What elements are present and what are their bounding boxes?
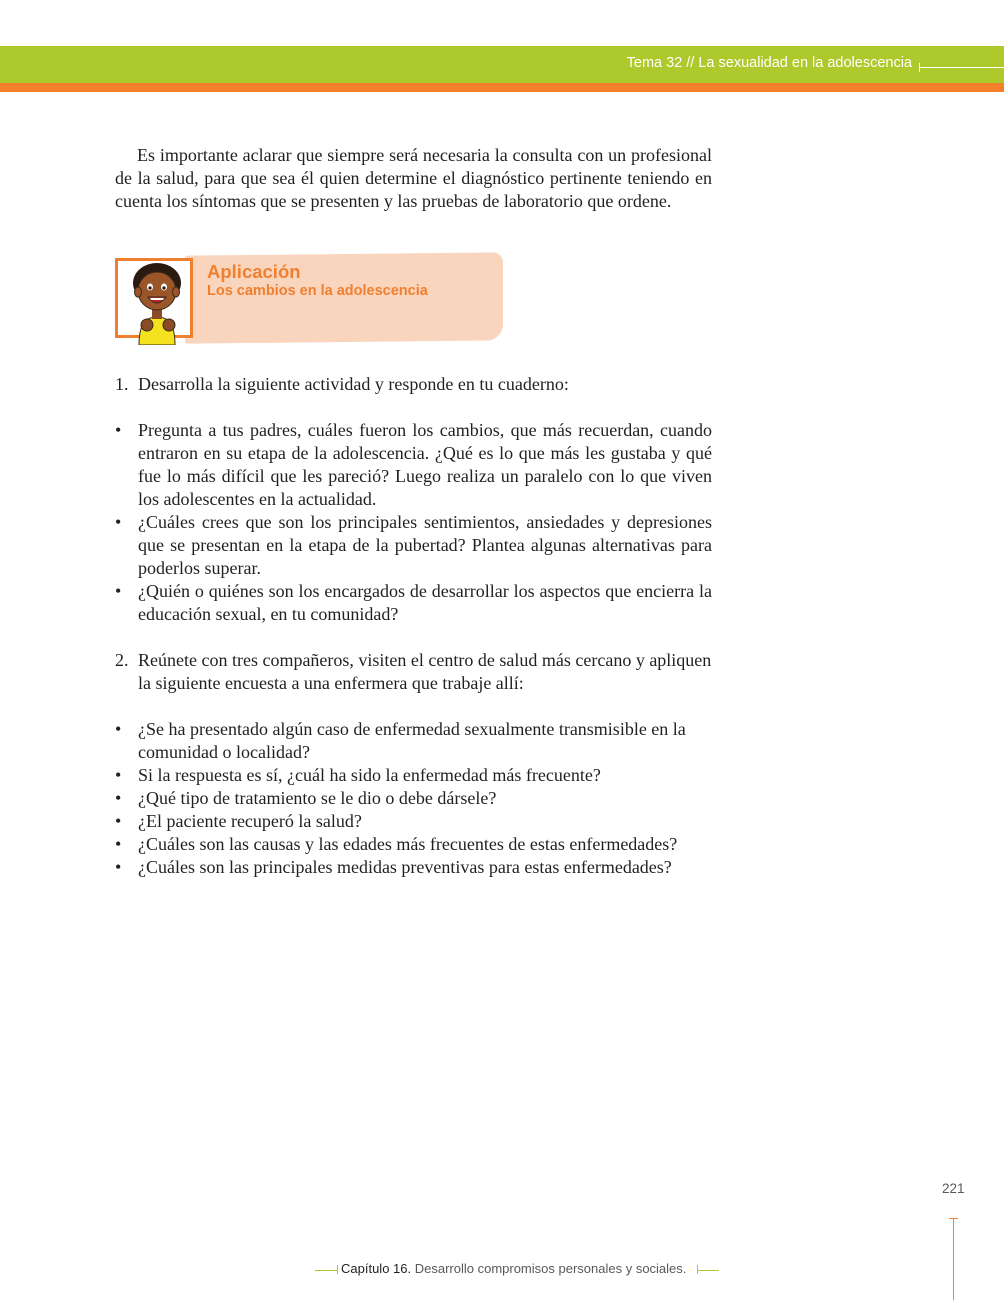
intro-paragraph: Es importante aclarar que siempre será necesaria la consulta con un profesional de la salud, para que sea él quien determine el diagnóstico pertinente teniendo en cuenta los síntomas que se presenten y las pruebas de laboratorio que ordene. bbox=[115, 145, 712, 211]
list-item: • ¿Cuáles son las causas y las edades más frecuentes de estas enfermedades? bbox=[115, 834, 678, 854]
step-number: 2. bbox=[115, 650, 129, 670]
footer-chapter-title: Desarrollo compromisos personales y sociales. bbox=[414, 1261, 687, 1276]
list-item: • ¿El paciente recuperó la salud? bbox=[115, 811, 362, 831]
bullet-icon: • bbox=[115, 788, 122, 808]
list-item: • ¿Quién o quiénes son los encargados de desarrollar los aspectos que encierra la educación sexual, en tu comunidad? bbox=[115, 581, 712, 624]
step-2-bullet-list bbox=[115, 718, 712, 879]
application-box bbox=[115, 252, 505, 347]
header-rule bbox=[920, 67, 1004, 68]
list-item: • ¿Cuáles son las principales medidas preventivas para estas enfermedades? bbox=[115, 857, 672, 877]
side-rule bbox=[953, 1219, 954, 1300]
footer-rule-left-tick bbox=[337, 1265, 338, 1274]
bullet-icon: • bbox=[115, 719, 122, 739]
step-text: Desarrolla la siguiente actividad y responde en tu cuaderno: bbox=[138, 374, 569, 394]
bullet-icon: • bbox=[115, 581, 122, 601]
step-text: Reúnete con tres compañeros, visiten el centro de salud más cercano y apliquen la siguiente encuesta a una enfermera que trabaje allí: bbox=[138, 650, 712, 693]
footer-chapter: Capítulo 16. bbox=[341, 1261, 412, 1276]
list-item: • Si la respuesta es sí, ¿cuál ha sido la enfermedad más frecuente? bbox=[115, 765, 601, 785]
application-avatar-frame bbox=[115, 258, 193, 338]
header-stripe bbox=[0, 83, 1004, 92]
bullet-icon: • bbox=[115, 420, 122, 440]
application-subtitle: Los cambios en la adolescencia bbox=[207, 283, 428, 299]
page-number: 221 bbox=[942, 1181, 965, 1196]
student-avatar-icon bbox=[121, 259, 193, 345]
bullet-icon: • bbox=[115, 512, 122, 532]
footer bbox=[341, 1261, 686, 1276]
step-2 bbox=[115, 649, 712, 695]
list-item: • Pregunta a tus padres, cuáles fueron los cambios, que más recuerdan, cuando entraron en su etapa de la adolescencia. ¿Qué es lo que más les gustaba y qué fue lo más difícil que les pareció? Luego realiza un paralelo con lo que viven los adolescentes en la actualidad. bbox=[115, 420, 712, 509]
bullet-icon: • bbox=[115, 811, 122, 831]
step-1 bbox=[115, 373, 712, 396]
step-number: 1. bbox=[115, 374, 129, 394]
list-item: • ¿Qué tipo de tratamiento se le dio o debe dársele? bbox=[115, 788, 497, 808]
footer-rule-right bbox=[697, 1270, 719, 1271]
application-title: Aplicación bbox=[207, 261, 301, 282]
bullet-icon: • bbox=[115, 857, 122, 877]
header-title: Tema 32 // La sexualidad en la adolescencia bbox=[626, 55, 912, 71]
bullet-icon: • bbox=[115, 765, 122, 785]
footer-rule-left bbox=[315, 1270, 337, 1271]
bullet-icon: • bbox=[115, 834, 122, 854]
list-item: • ¿Cuáles crees que son los principales sentimientos, ansiedades y depresiones que se presentan en la etapa de la pubertad? Plantea algunas alternativas para poderlos superar. bbox=[115, 512, 712, 578]
list-item: • ¿Se ha presentado algún caso de enfermedad sexualmente transmisible en la comunidad o localidad? bbox=[115, 719, 686, 762]
step-1-bullet-list bbox=[115, 419, 712, 626]
